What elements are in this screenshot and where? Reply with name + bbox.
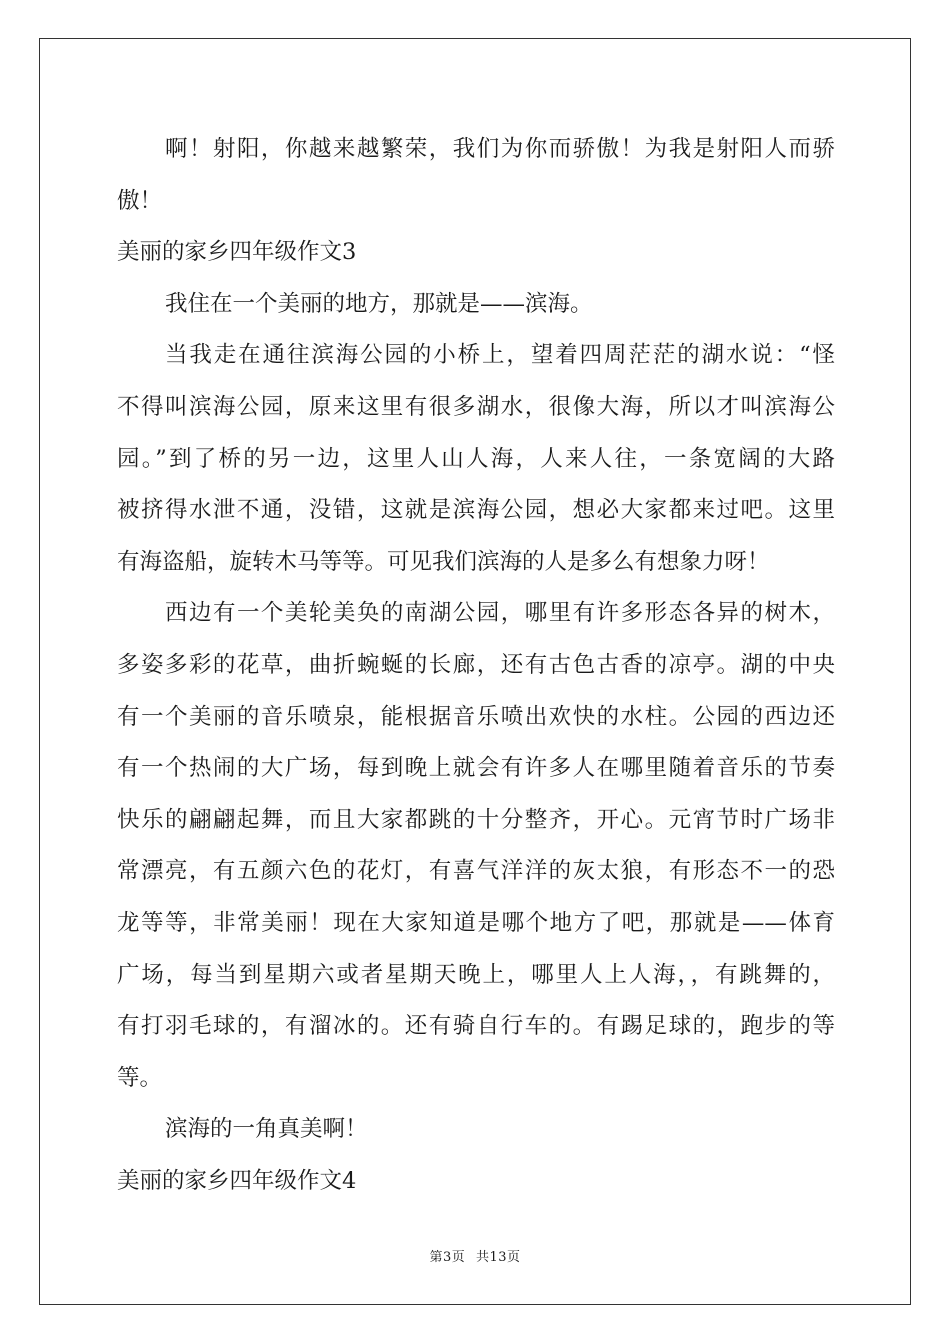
paragraph-line: 啊！射阳，你越来越繁荣，我们为你而骄傲！为我是射阳人而骄 [165, 136, 835, 162]
page-number: 第3页 [429, 1250, 466, 1265]
page-total: 共13页 [475, 1250, 521, 1265]
paragraph-line: 龙等等，非常美丽！现在大家知道是哪个地方了吧，那就是——体育 [117, 909, 835, 936]
paragraph-line: 被挤得水泄不通，没错，这就是滨海公园，想必大家都来过吧。这里 [117, 497, 835, 524]
section-heading: 美丽的家乡四年级作文4 [117, 1167, 357, 1194]
section-heading: 美丽的家乡四年级作文3 [117, 239, 357, 266]
paragraph-line: 有海盗船，旋转木马等等。可见我们滨海的人是多么有想象力呀！ [117, 548, 770, 575]
paragraph-line: 广场，每当到星期六或者星期天晚上，哪里人上人海，，有跳舞的， [117, 961, 835, 988]
paragraph-line: 园。”到了桥的另一边，这里人山人海，人来人往，一条宽阔的大路 [117, 445, 835, 472]
paragraph-line: 滨海的一角真美啊！ [165, 1116, 368, 1143]
paragraph-line: 当我走在通往滨海公园的小桥上，望着四周茫茫的湖水说：“怪 [165, 342, 835, 369]
paragraph-line: 我住在一个美丽的地方，那就是——滨海。 [165, 290, 593, 317]
paragraph-line: 西边有一个美轮美奂的南湖公园，哪里有许多形态各异的树木， [165, 600, 835, 627]
paragraph-line: 傲！ [117, 187, 163, 214]
paragraph-line: 有一个美丽的音乐喷泉，能根据音乐喷出欢快的水柱。公园的西边还 [117, 703, 835, 730]
paragraph-line: 常漂亮，有五颜六色的花灯，有喜气洋洋的灰太狼，有形态不一的恐 [117, 858, 835, 885]
paragraph-line: 不得叫滨海公园，原来这里有很多湖水，很像大海，所以才叫滨海公 [117, 393, 835, 420]
paragraph-line: 多姿多彩的花草，曲折蜿蜒的长廊，还有古色古香的凉亭。湖的中央 [117, 651, 835, 678]
paragraph-line: 等。 [117, 1064, 163, 1091]
paragraph-line: 有打羽毛球的，有溜冰的。还有骑自行车的。有踢足球的，跑步的等 [117, 1013, 835, 1040]
paragraph-line: 有一个热闹的大广场，每到晚上就会有许多人在哪里随着音乐的节奏 [117, 755, 835, 782]
page-footer [0, 1246, 950, 1265]
document-body [117, 124, 835, 1207]
paragraph-line: 快乐的翩翩起舞，而且大家都跳的十分整齐，开心。元宵节时广场非 [117, 806, 835, 833]
